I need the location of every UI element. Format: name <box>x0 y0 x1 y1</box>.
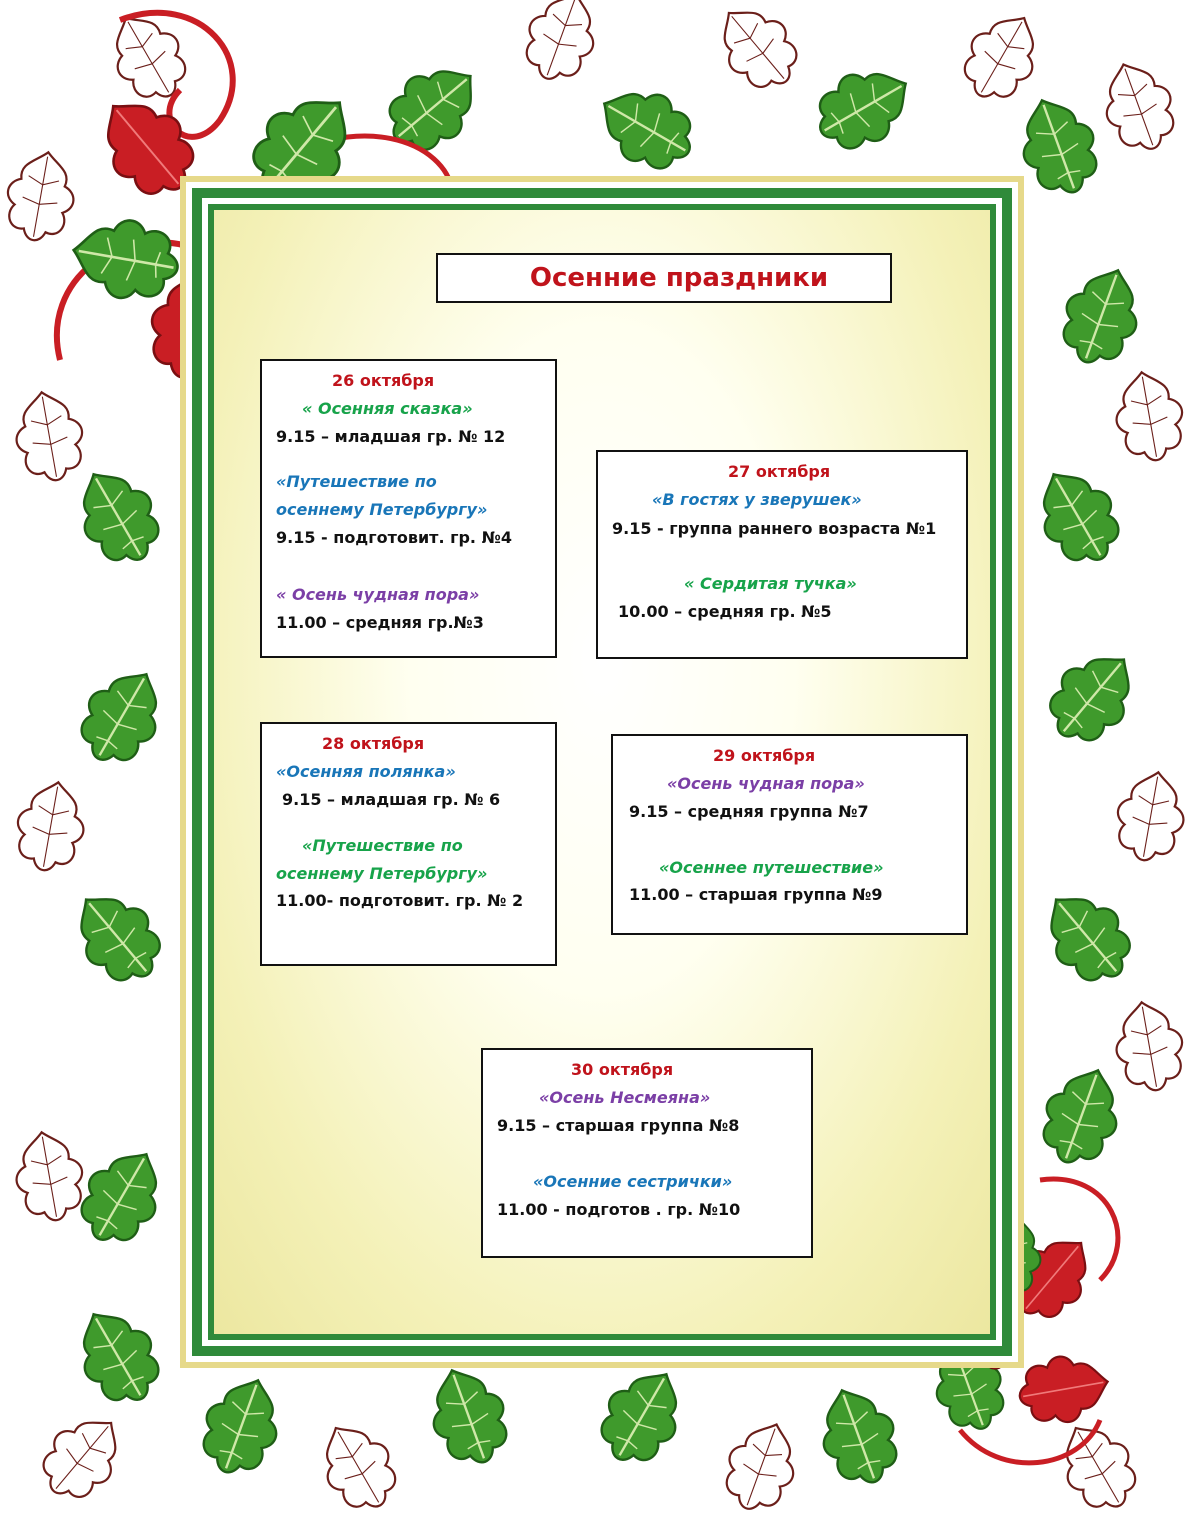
event-time: 9.15 - группа раннего возраста №1 <box>612 519 937 538</box>
event-date: 27 октября <box>728 462 831 481</box>
event-card-oct29 <box>611 734 968 935</box>
event-card-oct27 <box>596 450 968 659</box>
event-time: 9.15 – средняя группа №7 <box>629 802 869 821</box>
event-date: 26 октября <box>332 371 435 390</box>
event-title: «Осеннее путешествие» <box>659 858 884 877</box>
event-title: « Сердитая тучка» <box>684 574 857 593</box>
event-title: «Путешествие по <box>302 836 463 855</box>
event-title: «Осень Несмеяна» <box>539 1088 711 1107</box>
event-date: 29 октября <box>713 746 816 765</box>
event-time: 10.00 – средняя гр. №5 <box>618 602 832 621</box>
event-title-cont: осеннему Петербургу» <box>276 500 488 519</box>
event-time: 11.00 - подготов . гр. №10 <box>497 1200 741 1219</box>
event-time: 11.00 – средняя гр.№3 <box>276 613 484 632</box>
event-title: « Осенняя сказка» <box>302 399 473 418</box>
title-box <box>436 253 892 303</box>
event-card-oct30 <box>481 1048 813 1258</box>
event-date: 28 октября <box>322 734 425 753</box>
event-title: «Осень чудная пора» <box>667 774 865 793</box>
event-title: « Осень чудная пора» <box>276 585 480 604</box>
event-title-cont: осеннему Петербургу» <box>276 864 488 883</box>
event-time: 9.15 – младшая гр. № 12 <box>276 427 506 446</box>
event-time: 9.15 – старшая группа №8 <box>497 1116 740 1135</box>
event-title: «В гостях у зверушек» <box>652 490 862 509</box>
page-title: Осенние праздники <box>529 263 829 293</box>
event-time: 11.00 – старшая группа №9 <box>629 885 883 904</box>
event-card-oct26 <box>260 359 557 658</box>
event-title: «Осенние сестрички» <box>533 1172 733 1191</box>
event-card-oct28 <box>260 722 557 966</box>
event-title: «Осенняя полянка» <box>276 762 456 781</box>
event-date: 30 октября <box>571 1060 674 1079</box>
event-time: 9.15 - подготовит. гр. №4 <box>276 528 512 547</box>
event-time: 11.00- подготовит. гр. № 2 <box>276 891 524 910</box>
event-title: «Путешествие по <box>276 472 437 491</box>
event-time: 9.15 – младшая гр. № 6 <box>282 790 501 809</box>
